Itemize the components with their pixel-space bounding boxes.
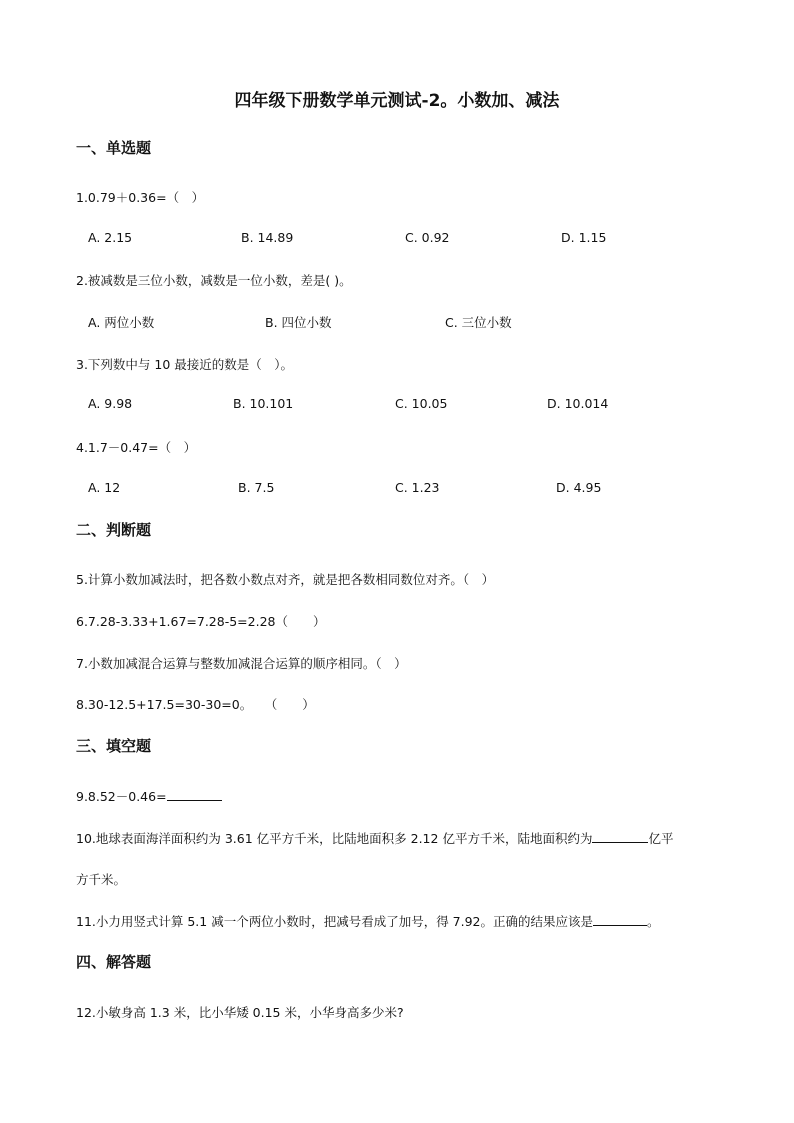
question-3-option-c: C. 10.05 (395, 396, 448, 411)
question-8: 8.30-12.5+17.5=30-30=0。 （ ） (76, 697, 315, 712)
question-1-option-b: B. 14.89 (241, 230, 294, 245)
question-10-answer-blank[interactable] (592, 830, 648, 843)
question-10-continuation: 方千米。 (76, 872, 127, 887)
question-7: 7.小数加减混合运算与整数加减混合运算的顺序相同。（ ） (76, 656, 407, 671)
question-6: 6.7.28-3.33+1.67=7.28-5=2.28（ ） (76, 614, 326, 629)
question-2-option-c: C. 三位小数 (445, 315, 512, 330)
question-4-option-a: A. 12 (88, 480, 121, 495)
question-11-text: 11.小力用竖式计算 5.1 减一个两位小数时，把减号看成了加号，得 7.92。正确的结果应该是 (76, 914, 594, 929)
question-2-option-b: B. 四位小数 (265, 315, 332, 330)
question-4-option-d: D. 4.95 (556, 480, 602, 495)
question-1-option-c: C. 0.92 (405, 230, 450, 245)
question-3-option-d: D. 10.014 (547, 396, 609, 411)
question-2: 2.被减数是三位小数，减数是一位小数，差是( )。 (76, 273, 352, 288)
question-3-option-a: A. 9.98 (88, 396, 133, 411)
question-1-option-a: A. 2.15 (88, 230, 133, 245)
page-title: 四年级下册数学单元测试-2。小数加、减法 (234, 91, 560, 111)
question-1-option-d: D. 1.15 (561, 230, 607, 245)
question-12: 12.小敏身高 1.3 米，比小华矮 0.15 米，小华身高多少米? (76, 1005, 404, 1020)
question-10 (76, 829, 673, 847)
question-3-option-b: B. 10.101 (233, 396, 294, 411)
question-11-text-tail: 。 (647, 914, 660, 929)
question-4: 4.1.7－0.47=（ ） (76, 440, 197, 455)
question-10-text-tail: 亿平 (648, 831, 674, 846)
section-heading-word-problems: 四、解答题 (76, 953, 152, 971)
question-5: 5.计算小数加减法时，把各数小数点对齐，就是把各数相同数位对齐。（ ） (76, 572, 495, 587)
section-heading-true-false: 二、判断题 (76, 521, 152, 539)
question-3: 3.下列数中与 10 最接近的数是（ ）。 (76, 357, 294, 372)
question-9-text: 9.8.52－0.46= (76, 789, 167, 804)
question-9 (76, 787, 222, 805)
question-9-answer-blank[interactable] (167, 788, 222, 801)
question-4-option-b: B. 7.5 (238, 480, 275, 495)
section-heading-fill-blank: 三、填空题 (76, 737, 152, 755)
question-1: 1.0.79＋0.36=（ ） (76, 190, 205, 205)
question-4-option-c: C. 1.23 (395, 480, 440, 495)
section-heading-single-choice: 一、单选题 (76, 139, 152, 157)
question-10-text: 10.地球表面海洋面积约为 3.61 亿平方千米，比陆地面积多 2.12 亿平方千米，陆地面积约为 (76, 831, 593, 846)
question-11-answer-blank[interactable] (593, 913, 647, 926)
question-11 (76, 912, 660, 930)
question-2-option-a: A. 两位小数 (88, 315, 155, 330)
